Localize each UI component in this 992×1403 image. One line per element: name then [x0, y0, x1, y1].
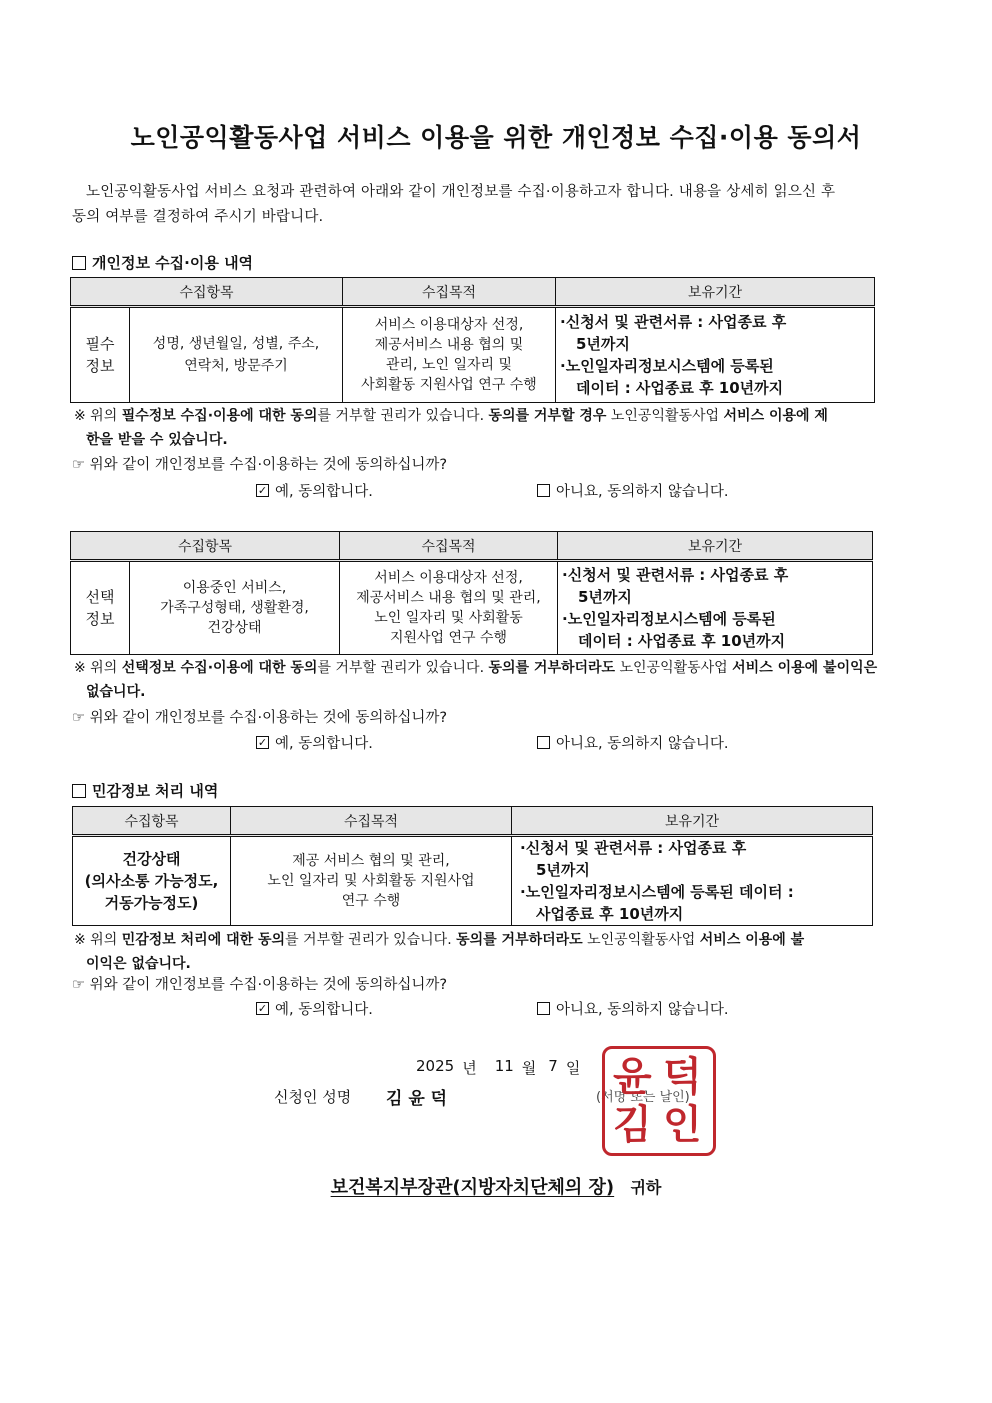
section-title: 개인정보 수집·이용 내역	[92, 254, 254, 272]
recipient-suffix: 귀하	[630, 1178, 662, 1197]
required-items-cell	[71, 307, 343, 403]
section-sensitive-info-heading	[72, 780, 218, 801]
header-retention: 보유기간	[512, 807, 873, 836]
recipient: 보건복지부장관(지방자치단체의 장)	[330, 1177, 615, 1198]
optional-retention: ·신청서 및 관련서류 : 사업종료 후 5년까지 ·노인일자리정보시스템에 등록된 데이터 : 사업종료 후 10년까지	[558, 561, 873, 655]
agree-option-1[interactable]: ✓ 예, 동의합니다.	[257, 484, 373, 500]
date-day: 7	[548, 1057, 558, 1075]
header-item: 수집항목	[71, 532, 340, 561]
signature-hint: (서명 또는 날인)	[596, 1090, 690, 1105]
required-note: ※ 위의 필수정보 수집·이용에 대한 동의를 거부할 권리가 있습니다. 동의를 거부할 경우 노인공익활동사업 서비스 이용에 제 한을 받을 수 있습니다.	[74, 408, 828, 448]
square-bullet-icon	[72, 784, 86, 798]
recipient-line	[0, 1173, 992, 1199]
disagree-option-1[interactable]: 아니요, 동의하지 않습니다.	[537, 480, 729, 501]
sensitive-note: ※ 위의 민감정보 처리에 대한 동의를 거부할 권리가 있습니다. 동의를 거부하더라도 노인공익활동사업 서비스 이용에 불 이익은 없습니다.	[74, 932, 805, 972]
optional-items-cell	[71, 561, 340, 655]
intro-line-2: 동의 여부를 결정하여 주시기 바랍니다.	[72, 209, 324, 225]
date-year: 2025	[416, 1057, 455, 1075]
disagree-checkbox-1[interactable]	[537, 484, 550, 497]
header-purpose: 수집목적	[231, 807, 512, 836]
header-purpose: 수집목적	[340, 532, 558, 561]
agree-checkbox-3[interactable]: ✓	[257, 1002, 268, 1015]
sensitive-purpose: 제공 서비스 협의 및 관리, 노인 일자리 및 사회활동 지원사업 연구 수행	[231, 836, 512, 926]
optional-category: 선택 정보	[71, 562, 130, 654]
date-month: 11	[494, 1057, 514, 1075]
sensitive-info-table	[72, 806, 873, 926]
disagree-option-3[interactable]: 아니요, 동의하지 않습니다.	[537, 998, 729, 1019]
intro-text	[72, 180, 922, 230]
agree-option-3[interactable]: ✓ 예, 동의합니다.	[257, 1002, 373, 1018]
square-bullet-icon	[72, 256, 86, 270]
required-info-table	[70, 277, 875, 403]
header-item: 수집항목	[73, 807, 231, 836]
page-title: 노인공익활동사업 서비스 이용을 위한 개인정보 수집·이용 동의서	[130, 123, 862, 152]
header-retention: 보유기간	[558, 532, 873, 561]
consent-question-2: ☞ 위와 같이 개인정보를 수집·이용하는 것에 동의하십니까?	[72, 710, 448, 726]
consent-question-1: ☞ 위와 같이 개인정보를 수집·이용하는 것에 동의하십니까?	[72, 457, 448, 473]
agree-checkbox-1[interactable]: ✓	[257, 484, 268, 497]
applicant-name: 김 윤 덕	[386, 1089, 448, 1109]
header-retention: 보유기간	[556, 278, 875, 307]
consent-question-3: ☞ 위와 같이 개인정보를 수집·이용하는 것에 동의하십니까?	[72, 977, 448, 993]
disagree-option-2[interactable]: 아니요, 동의하지 않습니다.	[537, 732, 729, 753]
optional-purpose: 서비스 이용대상자 선정, 제공서비스 내용 협의 및 관리, 노인 일자리 및 사회활동 지원사업 연구 수행	[340, 561, 558, 655]
sensitive-items: 건강상태 (의사소통 가능정도, 거동가능정도)	[73, 836, 231, 926]
agree-option-2[interactable]: ✓ 예, 동의합니다.	[257, 736, 373, 752]
disagree-checkbox-2[interactable]	[537, 736, 550, 749]
sensitive-retention: ·신청서 및 관련서류 : 사업종료 후 5년까지 ·노인일자리정보시스템에 등록된 데이터 : 사업종료 후 10년까지	[512, 836, 873, 926]
disagree-checkbox-3[interactable]	[537, 1002, 550, 1015]
date-line: 2025 년 11 월 7 일	[416, 1057, 581, 1077]
optional-note: ※ 위의 선택정보 수집·이용에 대한 동의를 거부할 권리가 있습니다. 동의를 거부하더라도 노인공익활동사업 서비스 이용에 불이익은 없습니다.	[74, 660, 878, 700]
section-title: 민감정보 처리 내역	[92, 782, 219, 800]
required-purpose: 서비스 이용대상자 선정, 제공서비스 내용 협의 및 관리, 노인 일자리 및 사회활동 지원사업 연구 수행	[343, 307, 556, 403]
intro-line-1: 노인공익활동사업 서비스 요청과 관련하여 아래와 같이 개인정보를 수집·이용하고자 합니다. 내용을 상세히 읽으신 후	[86, 184, 836, 200]
required-items: 성명, 생년월일, 성별, 주소, 연락처, 방문주기	[152, 336, 320, 374]
applicant-label: 신청인 성명	[274, 1088, 352, 1106]
optional-items: 이용중인 서비스, 가족구성형태, 생활환경, 건강상태	[160, 580, 309, 636]
optional-info-table	[70, 531, 873, 655]
seal-stamp: 윤 덕 김 인	[602, 1046, 716, 1156]
header-purpose: 수집목적	[343, 278, 556, 307]
required-category: 필수 정보	[71, 308, 130, 402]
header-item: 수집항목	[71, 278, 343, 307]
required-retention: ·신청서 및 관련서류 : 사업종료 후 5년까지 ·노인일자리정보시스템에 등록된 데이터 : 사업종료 후 10년까지	[556, 307, 875, 403]
section-personal-info-heading	[72, 252, 253, 273]
agree-checkbox-2[interactable]: ✓	[257, 736, 268, 749]
